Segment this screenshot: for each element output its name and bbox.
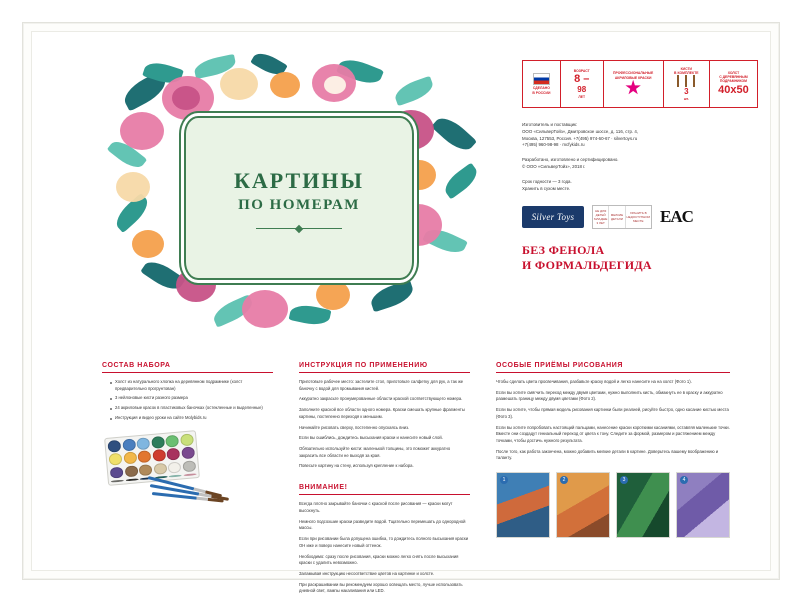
attention-paragraph: Заламывая инструкцию несоответствие цветов на картинке и холсте.	[299, 570, 435, 576]
brush-set-illustration	[148, 470, 268, 504]
warning-pictograms	[592, 205, 652, 229]
storage-line1: Срок годности — 3 года.	[522, 178, 572, 184]
paint-splash-icon	[625, 80, 641, 96]
badge-paints-line2: АКРИЛОВЫЕ КРАСКИ	[614, 75, 652, 80]
technique-paragraph: После того, как работа закончена, можно добавить мелкие детали в картине. Доверьтесь вашему воображению и таланту.	[496, 448, 719, 461]
leaf-decor	[431, 112, 477, 156]
badge-age-unit: ЛЕТ	[578, 94, 586, 99]
instruction-paragraph: Приготовьте рабочее место: застелите стол, приготовьте салфетку для рук, а так же баночку с водой для промывания кистей.	[299, 379, 464, 391]
no-phenol-line1: БЕЗ ФЕНОЛА	[522, 242, 605, 257]
instructions-title: ИНСТРУКЦИЯ ПО ПРИМЕНЕНИЮ	[299, 362, 470, 373]
list-item: 24 акриловые красок в пластиковых баночках (остекленные и выделенные)	[110, 405, 273, 412]
warning-small-parts: МЕЛКИЕ ДЕТАЛИ	[609, 206, 625, 228]
set-contents-title: СОСТАВ НАБОРА	[102, 362, 273, 373]
list-item: Инструкция и видео уроки на сайте Molybids.ru	[110, 415, 273, 422]
paint-pot	[125, 478, 138, 481]
column-set-contents	[102, 362, 273, 599]
technique-paragraph: Если вы хотите попробовать настоящий пальцами, нанесение краски короткими касаниями, оставляя маленькие точки. Вместе они создадут гениальный переход от цвета к тону. Следите за формой, размером и растяжением между точками, чтобы достичь нужного результата.	[496, 424, 730, 444]
techniques-title: ОСОБЫЕ ПРИЁМЫ РИСОВАНИЯ	[496, 362, 730, 373]
manufacturer-line2: Москва, 127553, Россия. +7(495) 974-60-67 · silvertoys.ru	[522, 135, 638, 141]
product-title-label	[184, 116, 414, 280]
logos-and-marks-row	[522, 205, 758, 229]
manufacturer-heading: Изготовитель и поставщик:	[522, 122, 578, 127]
swatch-number: 2	[560, 476, 568, 484]
product-info-column	[522, 60, 758, 273]
flower-decor	[316, 280, 350, 310]
storage-line2: Хранить в сухом месте.	[522, 185, 571, 191]
badge-brushes-value: 3	[684, 87, 689, 97]
badge-brushes-line2: В КОМПЛЕКТЕ	[674, 70, 699, 75]
badge-brushes	[664, 61, 710, 107]
paint-pot	[151, 435, 165, 448]
swatch-number: 4	[680, 476, 688, 484]
technique-swatch	[556, 472, 610, 538]
paint-pot	[180, 433, 194, 446]
brand-logo: Silver Toys	[522, 206, 584, 228]
feature-badge-row	[522, 60, 758, 108]
attention-title: ВНИМАНИЕ!	[299, 484, 470, 495]
badge-made-in-russia-line1: СДЕЛАНО	[532, 86, 550, 91]
flower-decor	[132, 230, 164, 258]
swatch-number: 3	[620, 476, 628, 484]
no-phenol-claim	[522, 243, 758, 273]
product-title-line1: КАРТИНЫ	[233, 168, 365, 194]
instruction-paragraph: Обязательно используйте кисти: маленькой толщины, это поможет аккуратно закрасить все области не выходя за края.	[299, 446, 451, 458]
russian-flag-icon	[533, 73, 550, 85]
badge-made-in-russia	[523, 61, 561, 107]
attention-paragraph: Немного подсохшие краски разведите водой. Тщательно перемешать до однородной массы.	[299, 518, 466, 531]
technique-paragraph: Если вы хотите смягчить переход между двумя цветами, нужно выполнить кисть, обмакнуть ее в краску и аккуратно размешать границу между двумя цветами (Фото 2).	[496, 389, 723, 402]
badge-brushes-line1: КИСТИ	[680, 66, 692, 71]
attention-paragraph: Необходимо: сразу после рисования, краски можно легко снять после высыхания краски с удалить невозможно.	[299, 553, 459, 566]
attention-paragraph: При раскрашивании вы рекомендуем хорошо освещать место, лучше использовать дневной свет, лампы накаливания или LED.	[299, 581, 463, 594]
column-instructions	[299, 362, 470, 599]
badge-paints	[604, 61, 664, 107]
technique-swatch	[676, 472, 730, 538]
flower-decor	[324, 76, 346, 94]
instruction-paragraph: Аккуратно закрасьте пронумерованные области краской соответствующего номера.	[299, 396, 463, 402]
technique-swatch	[616, 472, 670, 538]
badge-age-label: ВОЗРАСТ	[573, 69, 590, 74]
flower-decor	[242, 290, 288, 328]
paint-pot	[108, 453, 122, 466]
paint-pot	[123, 451, 137, 464]
technique-swatches	[496, 472, 730, 538]
swatch-number: 1	[500, 476, 508, 484]
set-contents-list	[102, 379, 273, 422]
flower-decor	[116, 172, 150, 202]
eac-mark: EAC	[660, 206, 693, 226]
flower-decor	[120, 112, 164, 150]
title-divider	[256, 228, 342, 229]
package-sheet-inner	[31, 31, 771, 594]
badge-age-value: 8 –	[574, 72, 590, 85]
attention-paragraph: Если при рисовании была допущена ошибка, то дождитесь полного высыхания краски ОН иже и поверх нанесите новый оттенок.	[299, 536, 469, 548]
badge-age	[561, 61, 604, 107]
paint-pot	[167, 447, 181, 460]
list-item: Холст из натурального хлопка на деревянном подрамнике (холст предварительно прогрунтован)	[110, 379, 273, 392]
paint-pot	[181, 446, 195, 459]
instruction-paragraph: Заполните краской все области одного номера. Краски смешать крупные фрагменты картины, постепенно переходя к меньшим.	[299, 407, 465, 419]
badge-paints-line1: ПРОФЕССИОНАЛЬНЫЕ	[613, 71, 654, 76]
badge-size-value: 40х50	[718, 83, 749, 96]
manufacturer-block	[522, 122, 758, 193]
product-title-line2: ПО НОМЕРАМ	[238, 196, 360, 213]
certification-line2: © ООО «СильверТойз», 2018 г.	[522, 164, 586, 170]
leaf-decor	[440, 163, 481, 200]
badge-size	[710, 61, 757, 107]
package-sheet	[22, 22, 780, 594]
warning-no-under-3: НЕ ДЛЯ ДЕТЕЙ МЛАДШЕ 3 ЛЕТ	[593, 206, 609, 228]
instruction-paragraph: Если вы ошиблись, дождитесь высыхания краски и нанесите новый слой.	[299, 435, 443, 441]
technique-paragraph: Чтобы сделать цвета просвечивания, разбавьте краску водой и легко нанесите на на холст (Фото 1).	[496, 379, 692, 384]
flower-decor	[220, 68, 258, 100]
flower-decor	[270, 72, 300, 98]
manufacturer-line3: +7(495) 960-98-98 · mcfykids.ru	[522, 142, 585, 148]
badge-made-in-russia-line2: В РОССИИ	[532, 90, 551, 95]
column-techniques	[496, 362, 730, 599]
paint-pot	[136, 437, 150, 450]
instruction-paragraph: Повесьте картину на стену, используя крепление к набора.	[299, 463, 414, 469]
paint-pot	[152, 449, 166, 462]
paint-pot	[107, 439, 121, 452]
badge-brushes-unit: шт.	[683, 97, 689, 102]
info-columns	[102, 362, 730, 599]
flower-decor	[172, 86, 200, 110]
attention-paragraph: Всегда плотно закрывайте баночки с краской после рисования — краски могут высохнуть.	[299, 501, 453, 513]
paint-pot	[124, 465, 138, 478]
badge-size-line2: С ДЕРЕВЯННЫМ	[719, 75, 748, 79]
cover-artwork	[102, 54, 492, 344]
badge-size-line1: ХОЛСТ	[727, 70, 740, 75]
paint-pot	[110, 466, 124, 479]
list-item: 3 нейлоновые кисти разного размера	[110, 395, 273, 402]
leaf-decor	[368, 280, 416, 313]
leaf-decor	[392, 76, 436, 107]
no-phenol-line2: И ФОРМАЛЬДЕГИДА	[522, 257, 652, 272]
warning-keep-away: ХРАНИТЬ В НЕДОСТУПНОМ МЕСТЕ	[626, 210, 651, 223]
brushes-icon	[673, 75, 699, 87]
paint-pot	[111, 479, 124, 482]
manufacturer-line1: ООО «СильверТойз», Дмитровское шоссе, д. 116, стр. 4,	[522, 128, 638, 134]
technique-swatch	[496, 472, 550, 538]
paint-pot	[122, 438, 136, 451]
certification-line1: Разработано, изготовлено и сертифицировано.	[522, 157, 619, 163]
paint-pot	[165, 434, 179, 447]
paint-pot	[138, 450, 152, 463]
paints-and-brushes-illustration	[102, 432, 273, 506]
badge-age-value2: 98	[577, 84, 587, 94]
instruction-paragraph: Начинайте рисовать сверху, постепенно опускаясь вниз.	[299, 424, 410, 430]
badge-size-line3: ПОДРАМНИКОМ	[719, 79, 748, 84]
technique-paragraph: Если вы хотите, чтобы прямая модель рисования картинки были реалией, рисуйте быстро, одно касание кистью места (Фото 3).	[496, 407, 729, 419]
